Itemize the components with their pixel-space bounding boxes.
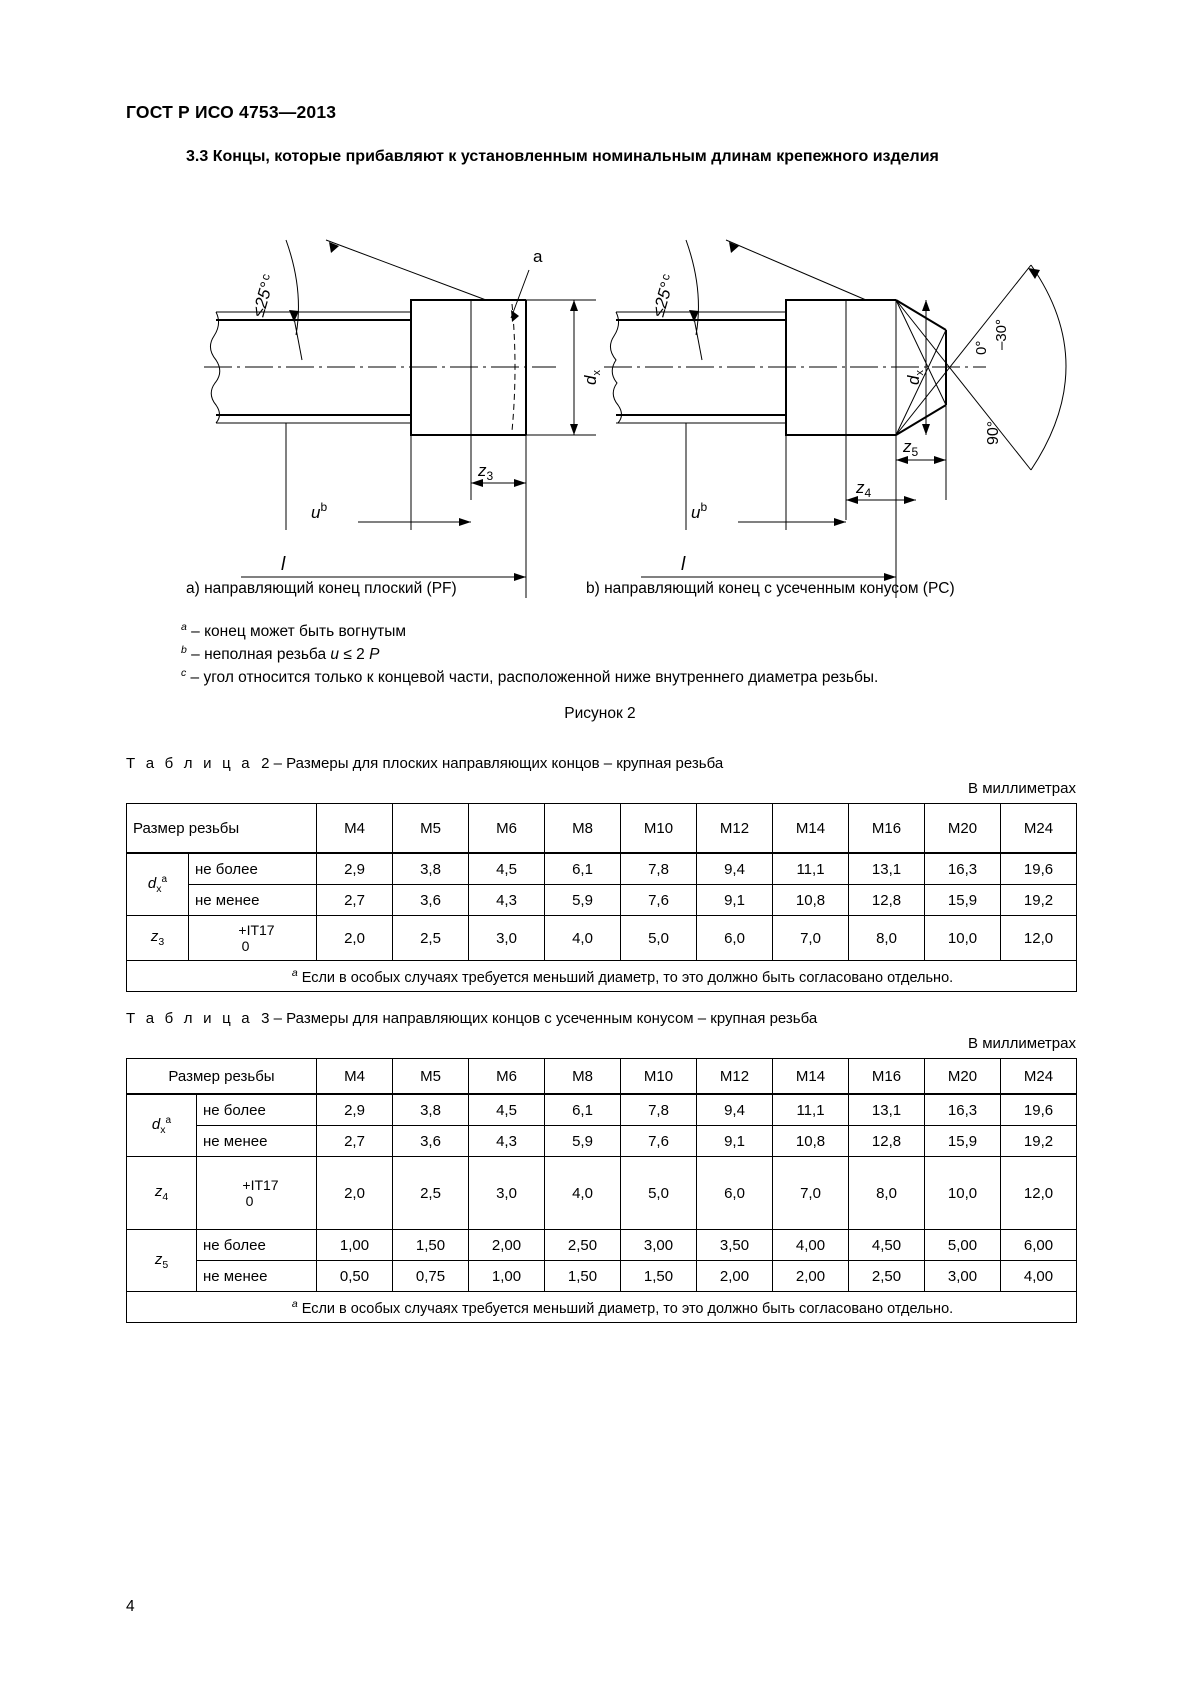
table-cell: 15,9 [925, 1126, 1001, 1157]
table-cell: 4,00 [1001, 1261, 1077, 1292]
table-cell: 5,0 [621, 1157, 697, 1230]
table-cell: 4,0 [545, 1157, 621, 1230]
table-3-row-header-label: Размер резьбы [127, 1059, 317, 1095]
callout-a-label: a [533, 247, 543, 266]
u-label-right: $u^b$ [691, 500, 708, 522]
table-cell: 12,8 [849, 885, 925, 916]
table-cell: 10,0 [925, 916, 1001, 961]
table-2-row-header-label: Размер резьбы [127, 804, 317, 854]
table-cell: 4,00 [773, 1230, 849, 1261]
table-cell: 9,1 [697, 885, 773, 916]
figure-footnote-c: $^c$ – угол относится только к концевой части, расположенной ниже внутреннего диаметра резьбы. [181, 666, 879, 686]
table-3-col-header: M8 [545, 1059, 621, 1095]
table-row [127, 853, 1077, 885]
table-cell: 6,1 [545, 1094, 621, 1126]
table-cell: 3,00 [621, 1230, 697, 1261]
table-row [127, 1126, 1077, 1157]
table-cell: 2,9 [317, 853, 393, 885]
table-cell: 3,50 [697, 1230, 773, 1261]
table-3-col-header: M12 [697, 1059, 773, 1095]
table-3-sub-label: не менее [197, 1261, 317, 1292]
table-cell: 1,50 [545, 1261, 621, 1292]
table-2 [126, 803, 1077, 992]
table-cell: 13,1 [849, 853, 925, 885]
l-label-left: l [281, 554, 286, 575]
figure-footnotes [181, 620, 1081, 689]
table-3-units: В миллиметрах [968, 1035, 1076, 1052]
table-cell: 6,0 [697, 916, 773, 961]
table-cell: 3,0 [469, 916, 545, 961]
table-cell: 2,7 [317, 885, 393, 916]
table-2-group-z3: $z_3$ [127, 916, 189, 961]
table-cell: 4,0 [545, 916, 621, 961]
table-cell: 3,6 [393, 1126, 469, 1157]
table-cell: 2,5 [393, 916, 469, 961]
table-cell: 2,00 [773, 1261, 849, 1292]
table-cell: 7,0 [773, 1157, 849, 1230]
table-cell: 10,8 [773, 1126, 849, 1157]
table-cell: 13,1 [849, 1094, 925, 1126]
table-cell: 5,00 [925, 1230, 1001, 1261]
angle-minus-30-label: –30° [993, 318, 1010, 350]
table-3-group-z4: $z_4$ [127, 1157, 197, 1230]
dx-label-right: $d_x$ [904, 370, 926, 385]
figure-captions [126, 580, 1076, 606]
figure-number: Рисунок 2 [564, 705, 636, 722]
table-3-group-z5: $z_5$ [127, 1230, 197, 1292]
z3-label: $z_3$ [478, 461, 494, 483]
table-cell: 19,6 [1001, 853, 1077, 885]
table-cell: 6,0 [697, 1157, 773, 1230]
table-cell: 11,1 [773, 1094, 849, 1126]
table-cell: 2,00 [697, 1261, 773, 1292]
table-2-col-header: M24 [1001, 804, 1077, 854]
table-cell: 7,6 [621, 885, 697, 916]
table-cell: 6,00 [1001, 1230, 1077, 1261]
table-cell: 4,5 [469, 853, 545, 885]
table-2-col-header: M10 [621, 804, 697, 854]
table-cell: 2,9 [317, 1094, 393, 1126]
table-2-group-dx: $d_x^a$ [127, 853, 189, 916]
table-3-sub-label: не менее [197, 1126, 317, 1157]
table-3-col-header: M4 [317, 1059, 393, 1095]
angle-25-label-right: ≤25°$^c$ [648, 272, 677, 320]
table-cell: 7,8 [621, 1094, 697, 1126]
table-2-units: В миллиметрах [968, 780, 1076, 797]
table-cell: 5,9 [545, 1126, 621, 1157]
table-3-col-header: M5 [393, 1059, 469, 1095]
table-row [127, 961, 1077, 992]
table-cell: 0,75 [393, 1261, 469, 1292]
table-row [127, 1230, 1077, 1261]
table-cell: 7,0 [773, 916, 849, 961]
table-cell: 9,4 [697, 1094, 773, 1126]
angle-90-label: 90° [985, 420, 1002, 445]
table-cell: 7,8 [621, 853, 697, 885]
z5-label: $z_5$ [903, 437, 919, 459]
table-3-col-header: M10 [621, 1059, 697, 1095]
table-cell: 16,3 [925, 853, 1001, 885]
table-cell: 2,5 [393, 1157, 469, 1230]
table-3-block [126, 1010, 1076, 1323]
figure-caption-a: a) направляющий конец плоский (PF) [186, 580, 457, 597]
table-cell: 10,0 [925, 1157, 1001, 1230]
table-cell: 1,00 [469, 1261, 545, 1292]
table-cell: 5,9 [545, 885, 621, 916]
table-cell: 19,2 [1001, 1126, 1077, 1157]
table-row [127, 1292, 1077, 1323]
table-cell: 12,8 [849, 1126, 925, 1157]
table-cell: 8,0 [849, 916, 925, 961]
table-cell: 0,50 [317, 1261, 393, 1292]
table-cell: 3,0 [469, 1157, 545, 1230]
table-2-col-header: M12 [697, 804, 773, 854]
table-cell: 7,6 [621, 1126, 697, 1157]
standard-id-header: ГОСТ Р ИСО 4753—2013 [126, 102, 337, 122]
table-cell: 10,8 [773, 885, 849, 916]
angle-0-label: 0° [973, 340, 990, 355]
table-3-col-header: M24 [1001, 1059, 1077, 1095]
figure-footnote-a: $^a$ – конец может быть вогнутым [181, 621, 407, 641]
table-cell: 2,50 [545, 1230, 621, 1261]
table-2-footnote: $^a$ Если в особых случаях требуется меньший диаметр, то это должно быть согласовано отдельно. [127, 961, 1077, 992]
table-cell: 12,0 [1001, 916, 1077, 961]
table-cell: 8,0 [849, 1157, 925, 1230]
figure-2-drawing [126, 200, 1076, 620]
table-cell: 4,3 [469, 1126, 545, 1157]
figure-footnote-b: $^b$ – неполная резьба u ≤ 2 P [181, 643, 380, 663]
table-2-sub-label: не менее [189, 885, 317, 916]
table-3-sub-label: не более [197, 1094, 317, 1126]
angle-25-label-left: ≤25°$^c$ [248, 272, 277, 320]
table-row [127, 1157, 1077, 1230]
table-row [127, 1059, 1077, 1095]
table-cell: 4,5 [469, 1094, 545, 1126]
table-cell: 9,1 [697, 1126, 773, 1157]
table-3-col-header: M6 [469, 1059, 545, 1095]
table-cell: 19,2 [1001, 885, 1077, 916]
table-cell: 11,1 [773, 853, 849, 885]
u-label-left: $u^b$ [311, 500, 328, 522]
table-cell: 4,3 [469, 885, 545, 916]
table-cell: 2,0 [317, 1157, 393, 1230]
dx-label-left: $d_x$ [581, 370, 603, 385]
table-2-col-header: M16 [849, 804, 925, 854]
table-cell: 16,3 [925, 1094, 1001, 1126]
table-2-sub-label: не более [189, 853, 317, 885]
table-2-caption: Т а б л и ц а 2 – Размеры для плоских направляющих концов – крупная резьба [126, 755, 724, 772]
table-3 [126, 1058, 1077, 1323]
table-row [127, 916, 1077, 961]
table-3-col-header: M14 [773, 1059, 849, 1095]
table-cell: 4,50 [849, 1230, 925, 1261]
table-2-col-header: M4 [317, 804, 393, 854]
table-cell: 5,0 [621, 916, 697, 961]
table-row [127, 804, 1077, 854]
table-3-caption: Т а б л и ц а 3 – Размеры для направляющих концов с усеченным конусом – крупная резьба [126, 1010, 818, 1027]
table-3-col-header: M16 [849, 1059, 925, 1095]
l-label-right: l [681, 554, 686, 575]
table-row [127, 1094, 1077, 1126]
table-2-col-header: M5 [393, 804, 469, 854]
table-cell: 3,6 [393, 885, 469, 916]
table-cell: 12,0 [1001, 1157, 1077, 1230]
table-2-tolerance: +IT17 0 [189, 916, 317, 961]
table-cell: 6,1 [545, 853, 621, 885]
table-3-group-dx: $d_x^a$ [127, 1094, 197, 1157]
table-cell: 2,7 [317, 1126, 393, 1157]
table-cell: 9,4 [697, 853, 773, 885]
table-2-block [126, 755, 1076, 992]
table-cell: 2,50 [849, 1261, 925, 1292]
table-cell: 3,8 [393, 1094, 469, 1126]
z4-label: $z_4$ [856, 478, 872, 500]
table-cell: 19,6 [1001, 1094, 1077, 1126]
table-cell: 1,50 [393, 1230, 469, 1261]
table-2-col-header: M14 [773, 804, 849, 854]
table-3-sub-label: не более [197, 1230, 317, 1261]
table-2-col-header: M8 [545, 804, 621, 854]
table-cell: 1,00 [317, 1230, 393, 1261]
table-row [127, 1261, 1077, 1292]
table-2-col-header: M6 [469, 804, 545, 854]
table-3-footnote: $^a$ Если в особых случаях требуется меньший диаметр, то это должно быть согласовано отдельно. [127, 1292, 1077, 1323]
table-row [127, 885, 1077, 916]
table-cell: 1,50 [621, 1261, 697, 1292]
section-heading: 3.3 Концы, которые прибавляют к установленным номинальным длинам крепежного изделия [186, 148, 939, 165]
page-number: 4 [126, 1598, 135, 1615]
table-cell: 3,00 [925, 1261, 1001, 1292]
table-cell: 2,0 [317, 916, 393, 961]
table-3-col-header: M20 [925, 1059, 1001, 1095]
table-2-col-header: M20 [925, 804, 1001, 854]
table-cell: 15,9 [925, 885, 1001, 916]
table-cell: 3,8 [393, 853, 469, 885]
table-cell: 2,00 [469, 1230, 545, 1261]
figure-caption-b: b) направляющий конец с усеченным конусом (PC) [586, 580, 955, 597]
table-3-tolerance: +IT17 0 [197, 1157, 317, 1230]
